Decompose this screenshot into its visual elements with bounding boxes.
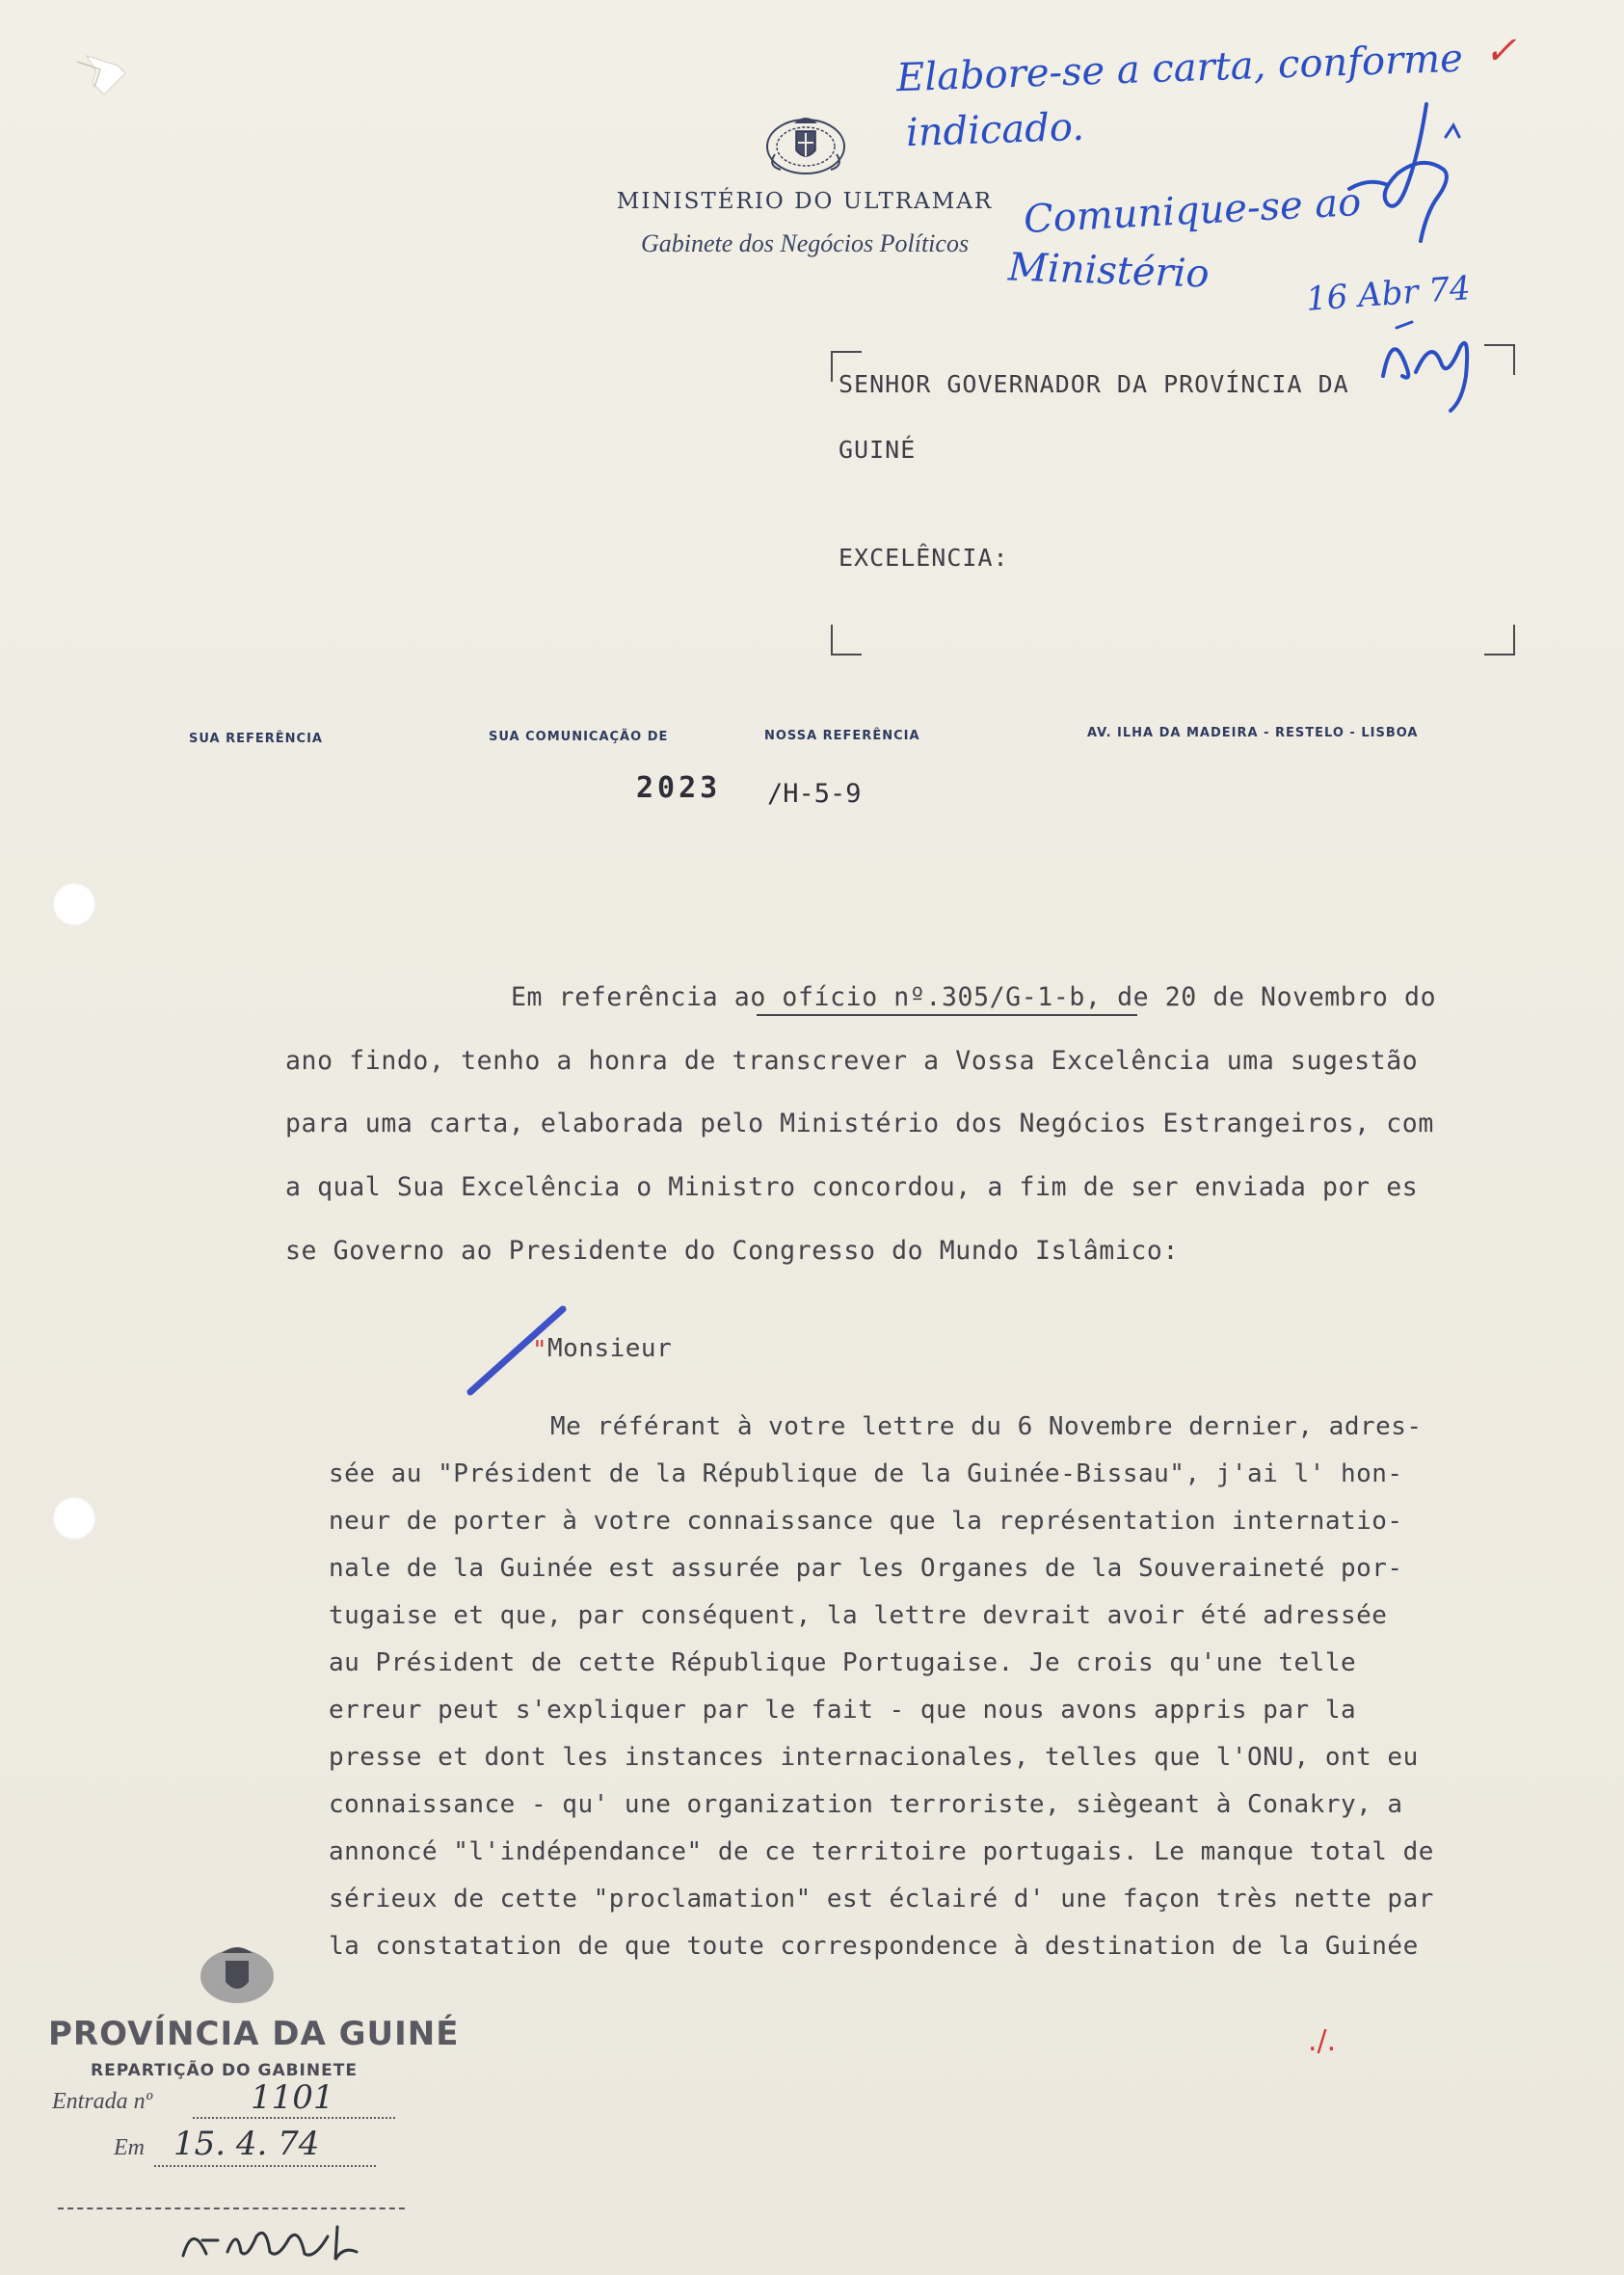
stamp-crest-icon — [193, 1940, 281, 2011]
red-checkmark: ✓ — [1484, 29, 1517, 73]
handwritten-signature-small — [1373, 308, 1489, 415]
address-bracket-bottom-left — [831, 625, 862, 656]
letter-line: sérieux de cette "proclamation" est éclairé d' une façon très nette par — [329, 1885, 1434, 1914]
reference-number: 2023 — [636, 771, 722, 805]
letter-line: presse et dont les instances internacionales, telles que l'ONU, ont eu — [329, 1743, 1419, 1772]
stamp-province: PROVÍNCIA DA GUINÉ — [48, 2015, 460, 2053]
punch-hole-lower — [52, 1496, 96, 1540]
letter-line: au Président de cette République Portugaise. Je crois qu'une telle — [329, 1648, 1357, 1677]
handwritten-note-line3: Comunique-se ao — [1023, 179, 1363, 243]
recipient-line1: SENHOR GOVERNADOR DA PROVÍNCIA DA — [839, 370, 1349, 398]
letter-line: tugaise et que, par conséquent, la lettre devrait avoir été adressée — [329, 1601, 1388, 1630]
stamp-entry-label: Entrada nº — [52, 2089, 153, 2114]
letter-line: nale de la Guinée est assurée par les Organes de la Souveraineté por- — [329, 1554, 1403, 1583]
torn-corner — [58, 27, 164, 114]
letter-line: annoncé "l'indépendance" de ce territoire portugais. Le manque total de — [329, 1837, 1434, 1866]
stamp-date-value: 15. 4. 74 — [173, 2125, 320, 2163]
reference-code: /H-5-9 — [767, 779, 862, 809]
stamp-signature-line — [58, 2208, 405, 2209]
punch-hole-upper — [52, 882, 96, 926]
letter-line: neur de porter à votre connaissance que la représentation internatio- — [329, 1507, 1403, 1536]
handwritten-initials — [1330, 96, 1475, 251]
stamp-date-label: Em — [114, 2135, 145, 2160]
address-bracket-bottom-right — [1484, 625, 1515, 656]
label-sua-comunicacao: SUA COMUNICAÇÃO DE — [489, 730, 669, 744]
continuation-mark: ./. — [1308, 2024, 1337, 2058]
letter-line: sée au "Président de la République de la Guinée-Bissau", j'ai l' hon- — [329, 1459, 1403, 1488]
body-line: a qual Sua Excelência o Ministro concordou, a fim de ser enviada por es — [285, 1172, 1419, 1202]
cabinet-name: Gabinete dos Negócios Políticos — [640, 229, 970, 257]
stamp-office: REPARTIÇÃO DO GABINETE — [91, 2061, 358, 2080]
salutation: EXCELÊNCIA: — [839, 544, 1009, 572]
ministry-address: AV. ILHA DA MADEIRA - RESTELO - LISBOA — [1087, 726, 1419, 740]
red-quote-mark: " — [532, 1336, 547, 1365]
underline-oficio — [757, 1014, 1137, 1016]
letter-line: la constatation de que toute correspondence à destination de la Guinée — [329, 1932, 1419, 1961]
address-bracket-top-right — [1484, 344, 1515, 375]
stamp-dotted-line — [154, 2165, 376, 2167]
handwritten-note-line2: indicado. — [905, 104, 1085, 156]
body-line: para uma carta, elaborada pelo Ministério dos Negócios Estrangeiros, com — [285, 1109, 1434, 1138]
label-sua-referencia: SUA REFERÊNCIA — [189, 732, 323, 746]
stamp-entry-number: 1101 — [251, 2078, 334, 2117]
recipient-line2: GUINÉ — [839, 436, 917, 464]
body-line: se Governo ao Presidente do Congresso do Mundo Islâmico: — [285, 1236, 1180, 1266]
ministry-name: MINISTÉRIO DO ULTRAMAR — [616, 189, 994, 214]
handwritten-date: 16 Abr 74 — [1304, 269, 1472, 319]
body-line: ano findo, tenho a honra de transcrever a Vossa Excelência uma sugestão — [285, 1046, 1419, 1076]
body-line: Em referência ao ofício nº.305/G-1-b, de 20 de Novembro do — [511, 982, 1437, 1012]
letter-line: connaissance - qu' une organization terroriste, siègeant à Conakry, a — [329, 1790, 1403, 1819]
letter-line: Me référant à votre lettre du 6 Novembre dernier, adres- — [550, 1412, 1423, 1441]
handwritten-note-line4: Ministério — [1007, 245, 1211, 297]
stamp-dotted-line — [193, 2117, 395, 2119]
letter-line: erreur peut s'expliquer par le fait - que nous avons appris par la — [329, 1696, 1357, 1725]
handwritten-note-line1: Elabore-se a carta, conforme — [895, 36, 1464, 101]
stamp-signature — [173, 2217, 386, 2265]
coat-of-arms-icon — [761, 108, 850, 179]
label-nossa-referencia: NOSSA REFERÊNCIA — [764, 729, 920, 743]
letter-salutation: Monsieur — [547, 1334, 673, 1363]
